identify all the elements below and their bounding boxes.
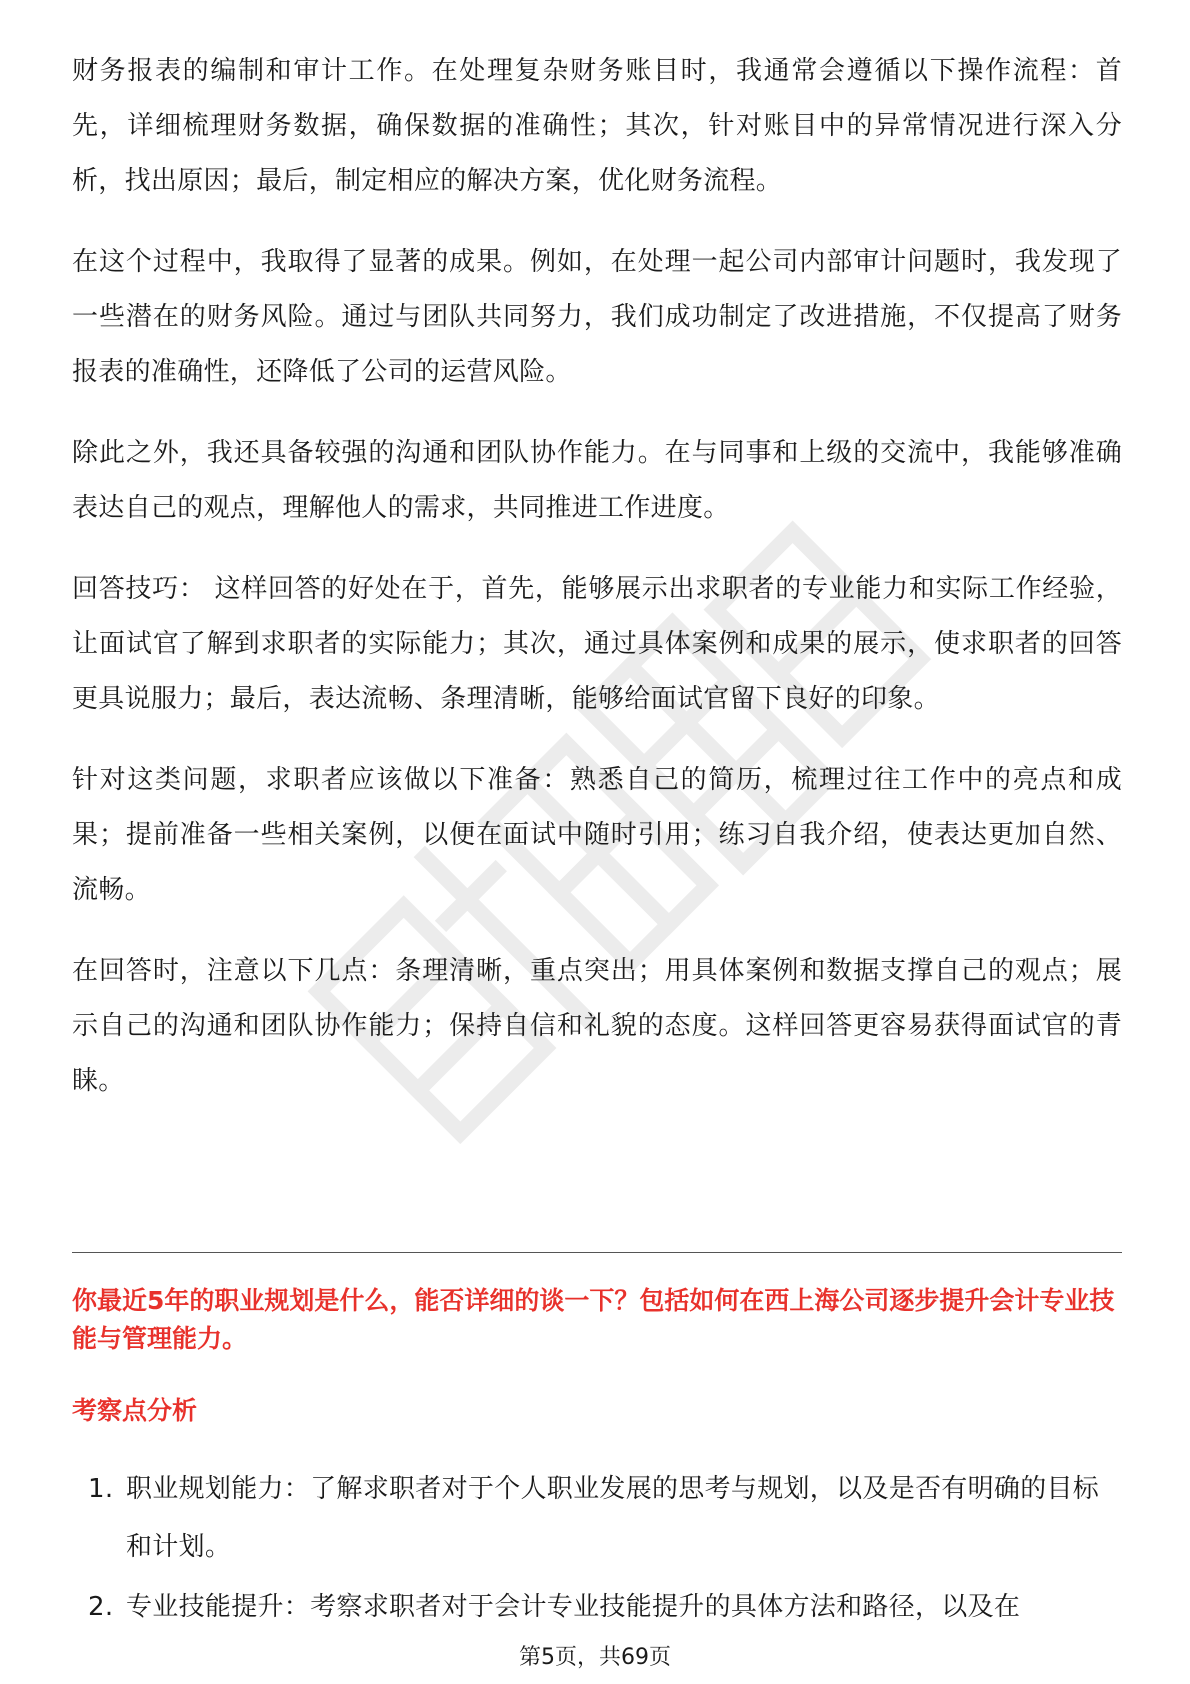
section-title: 考察点分析 [72,1396,198,1425]
paragraph-3: 除此之外，我还具备较强的沟通和团队协作能力。在与同事和上级的交流中，我能够准确表达自己的观点，理解他人的需求，共同推进工作进度。 [72,438,1122,523]
interview-question: 你最近5年的职业规划是什么，能否详细的谈一下？包括如何在西上海公司逐步提升会计专业技能与管理能力。 [72,1286,1115,1353]
list-item-number: 2. [88,1592,114,1622]
list-item-text: 专业技能提升：考察求职者对于会计专业技能提升的具体方法和路径，以及在 [126,1592,1021,1622]
page-footer: 第5页，共69页 [519,1645,671,1670]
paragraph-1: 财务报表的编制和审计工作。在处理复杂财务账目时，我通常会遵循以下操作流程：首先，详细梳理财务数据，确保数据的准确性；其次，针对账目中的异常情况进行深入分析，找出原因；最后，制定相应的解决方案，优化财务流程。 [72,56,1122,196]
section-divider [72,1252,1122,1253]
paragraph-notes: 在回答时，注意以下几点：条理清晰，重点突出；用具体案例和数据支撑自己的观点；展示自己的沟通和团队协作能力；保持自信和礼貌的态度。这样回答更容易获得面试官的青睐。 [72,956,1122,1096]
paragraph-2: 在这个过程中，我取得了显著的成果。例如，在处理一起公司内部审计问题时，我发现了一些潜在的财务风险。通过与团队共同努力，我们成功制定了改进措施，不仅提高了财务报表的准确性，还降低了公司的运营风险。 [72,247,1122,387]
list-item [72,1460,1122,1576]
list-item-number: 1. [88,1474,114,1504]
list-item [72,1578,1122,1636]
list-item-text: 职业规划能力：了解求职者对于个人职业发展的思考与规划，以及是否有明确的目标和计划。 [126,1474,1100,1562]
analysis-list [72,1460,1122,1638]
page-body [72,44,1122,1135]
paragraph-preparation: 针对这类问题，求职者应该做以下准备：熟悉自己的简历，梳理过往工作中的亮点和成果；提前准备一些相关案例，以便在面试中随时引用；练习自我介绍，使表达更加自然、流畅。 [72,765,1122,905]
paragraph-answer-tips: 回答技巧： 这样回答的好处在于，首先，能够展示出求职者的专业能力和实际工作经验，让面试官了解到求职者的实际能力；其次，通过具体案例和成果的展示，使求职者的回答更具说服力；最后，表达流畅、条理清晰，能够给面试官留下良好的印象。 [72,574,1122,714]
